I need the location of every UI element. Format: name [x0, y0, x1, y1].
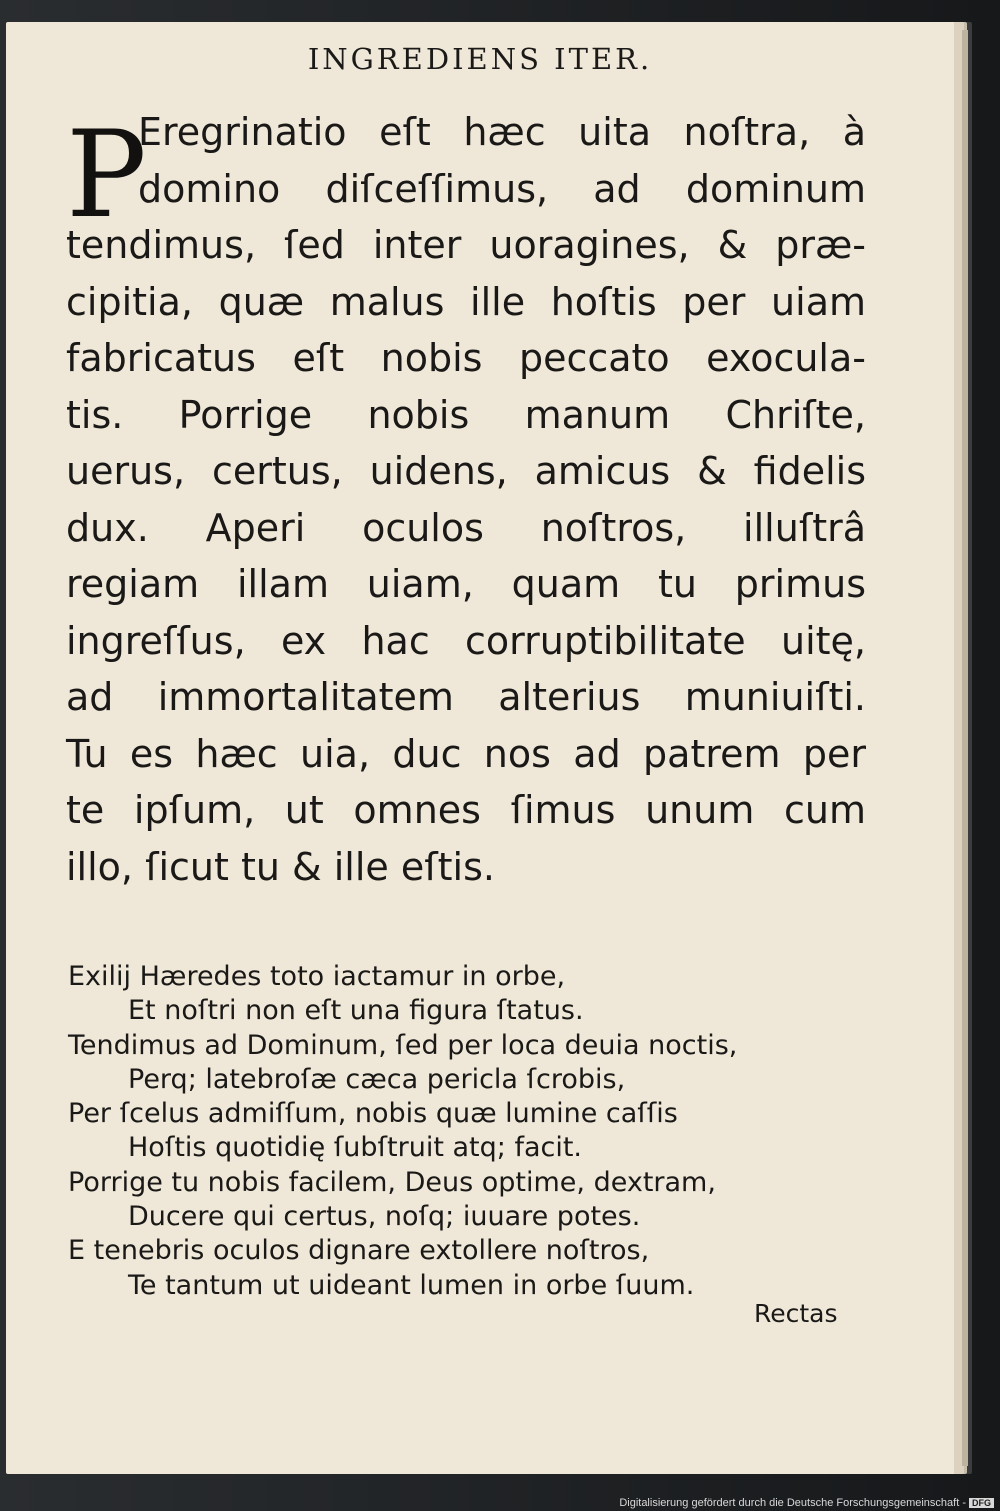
prose-line-14: illo, ſicut tu & ille eſtis.: [66, 844, 495, 889]
verse-line-4: Perq; latebroſæ cæca pericla ſcrobis,: [128, 1063, 626, 1095]
verse-block: [68, 960, 868, 1303]
dropcap-initial: P: [66, 106, 147, 245]
digitization-credit: [619, 1497, 994, 1509]
page-edge: [962, 30, 968, 1466]
prose-line-6: tis. Porrige nobis manum Chriſte,: [66, 392, 866, 437]
prose-line-8: dux. Aperi oculos noſtros, illuſtrâ: [66, 505, 866, 550]
verse-line-1: Exilij Hæredes toto iactamur in orbe,: [68, 961, 566, 992]
verse-line-8: Ducere qui certus, noſq; iuuare potes.: [128, 1201, 641, 1233]
verse-line-2: Et noſtri non eſt una figura ſtatus.: [128, 995, 584, 1027]
prose-line-12: Tu es hæc uia, duc nos ad patrem per: [66, 731, 866, 776]
book-page: [6, 22, 964, 1474]
prose-line-11: ad immortalitatem alterius muniuiſti.: [66, 675, 866, 719]
prose-line-9: regiam illam uiam, quam tu primus: [66, 562, 866, 606]
verse-line-10: Te tantum ut uideant lumen in orbe ſuum.: [128, 1269, 695, 1301]
verse-line-3: Tendimus ad Dominum, ſed per loca deuia noctis,: [68, 1029, 738, 1061]
running-head: INGREDIENS ITER.: [307, 42, 653, 76]
prose-line-4: cipitia, quæ malus ille hoſtis per uiam: [66, 279, 866, 324]
prose-line-10: ingreſſus, ex hac corruptibilitate uitę,: [66, 618, 866, 663]
prose-line-5: fabricatus eſt nobis peccato exocula-: [66, 336, 866, 380]
prose-line-2: domino diſceſſimus, ad dominum: [138, 166, 866, 211]
verse-line-5: Per ſcelus admiſſum, nobis quæ lumine caſſis: [68, 1098, 678, 1130]
prose-line-1: Eregrinatio eſt hæc uita noſtra, à: [138, 110, 866, 154]
prose-line-3: tendimus, ſed inter uoragines, & præ-: [66, 223, 866, 267]
prose-line-13: te ipſum, ut omnes ſimus unum cum: [66, 788, 866, 832]
credit-text: Digitalisierung gefördert durch die Deutsche Forschungsgemeinschaft -: [619, 1497, 966, 1509]
verse-line-9: E tenebris oculos dignare extollere noſtros,: [68, 1235, 650, 1267]
dfg-logo: DFG: [969, 1498, 994, 1508]
verse-line-6: Hoſtis quotidię ſubſtruit atq; facit.: [128, 1132, 583, 1164]
verse-line-7: Porrige tu nobis facilem, Deus optime, dextram,: [68, 1166, 716, 1198]
prose-block: [66, 104, 866, 895]
catchword: Rectas: [754, 1299, 838, 1328]
prose-line-7: uerus, certus, uidens, amicus & fidelis: [66, 449, 866, 493]
